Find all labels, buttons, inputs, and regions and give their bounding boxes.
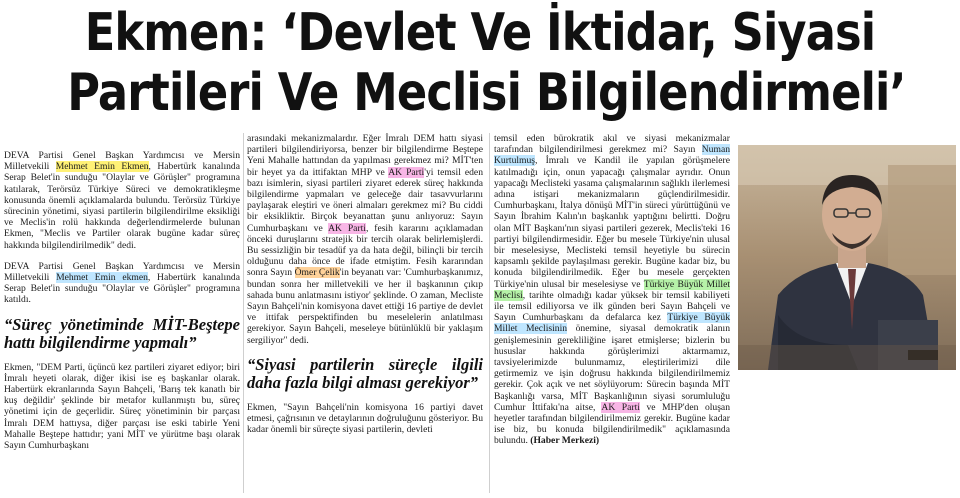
text-run: , Habertürk kanalında Serap Belet'in sunduğu "Olaylar ve Görüşler" programına katıldı. bbox=[4, 272, 240, 306]
text-run: 'yi temsil eden bazı isimlerin, siyasi partileri ziyaret ederek süreç hakkında bilgilendirme yapmaları ve geleceğe dair tasavvurlarını paylaşarak eleştiri ve öneri almaları gerekmez mi? Bu ciddi bir eksikliktir. Birçok beyanattan şunu anlıyoruz: Sayın Cumhurbaşkanı ve bbox=[247, 166, 483, 234]
subheading: “Siyasi partilerin süreçle ilgili daha fazla bilgi alması gerekiyor” bbox=[247, 354, 483, 392]
party-highlight: AK Parti bbox=[388, 166, 425, 178]
text-run: , Habertürk kanalında Serap Belet'in sunduğu "Olaylar ve Görüşler" programına katılarak, Terörsüz Türkiye Süreci ve demokratikleşme konusunda önemli açıklamalarda bulundu. Terörsüz Türkiye sürecinin yönetimi, siyasi partilerin bilgilendirilme eksikliği ve Meclis'in rolü hakkında değerlendirmelerde bulunan Ekmen, "Meclis ve Partiler olarak bugüne kadar süreç hakkında bilgilendirilmedik" dedi. bbox=[4, 161, 240, 251]
text-run: arasındaki mekanizmalardır. Eğer İmralı DEM hattı siyasi partileri bilgilendiriyorsa, benzer bir bilgilendirme Beştepe Yeni Mahalle hattından da yapılması gerekmez mi? MİT'ten bir heyet ya da ittifaktan MHP ve bbox=[247, 133, 483, 178]
name-highlight: Ömer Çelik bbox=[294, 267, 340, 279]
name-highlight: Mehmet Emin Ekmen bbox=[55, 161, 149, 173]
name-highlight: Numan Kurtulmuş bbox=[494, 144, 730, 167]
text-run: önemine, siyasal demokratik alanın genişlemesinin gerekliliğine işaret etmişlerse; bizlerin bu hususlar hakkında görüşlerimizi aktarmamız, tavsiyelerimizde bulunmamız, eleştirilerimizi dile getirmemiz ve işin doğrusu hakkında bilgilendirilmemiz gerekir. Çok açık ve net söylüyorum: Sürecin başında MİT Başkanlığı varsa, MİT Başkanlığının siyasi sorumluluğu Cumhur İttifakı'na aitse, bbox=[494, 323, 730, 413]
institution-highlight: Türkiye Büyük Millet Meclisi bbox=[494, 278, 730, 301]
text-run: temsil eden bürokratik akıl ve siyasi mekanizmalar tarafından bilgilendirilmesi gerekmez mi? Sayın bbox=[494, 133, 730, 156]
text-run: DEVA Partisi Genel Başkan Yardımcısı ve Mersin Milletvekili bbox=[4, 150, 240, 173]
headline bbox=[0, 0, 960, 128]
byline: (Haber Merkezi) bbox=[530, 435, 600, 447]
text-run: DEVA Partisi Genel Başkan Yardımcısı ve Mersin Milletvekili bbox=[4, 260, 240, 284]
name-highlight: Mehmet Emin ekmen bbox=[56, 272, 148, 284]
portrait-photo bbox=[738, 145, 956, 370]
paragraph bbox=[494, 133, 730, 447]
article-column-3 bbox=[494, 133, 730, 457]
party-highlight: AK Parti bbox=[328, 222, 366, 234]
portrait-illustration bbox=[738, 145, 956, 370]
paragraph bbox=[247, 133, 483, 346]
text-run: , İmralı ve Kandil ile yapılan görüşmelere katılmadığı için, onun yapacağı çalışmalar ayrıdır. Onun yapacağı Meclisteki yasama çalışmalarının sağlıklı ilerlemesi adına istişari mekanizmaların güçlendirilmesidir. Cumhurbaşkanı, İtalya dönüşü MİT'in süreci yürüttüğünü ve Sayın İbrahim Kalın'ın başkanlık yaptığını belirtti. Doğru olan MİT Başkanı'nın siyasi partileri gezerek, Meclis'teki 16 partiyi bilgilendirmesidir. Eğer bu mesele Türkiye'nin ulusal bir meselesiyse, Meclisteki temsil heyetiyle bu sürecin kapsamlı şekilde paylaşılması gerekir. Bugüne kadar biz, bu konuda bilgilendirilmedik. Eğer bu mesele gerçekten Türkiye'nin ulusal bir meselesiyse ve bbox=[494, 155, 730, 290]
headline-line-2: Partileri Ve Meclisi Bilgilendirmeli’ bbox=[67, 63, 906, 123]
paragraph: Ekmen, "DEM Parti, üçüncü kez partileri ziyaret ediyor; biri İmralı heyeti olarak, diğer ikisi ise eş başkanlar olarak. Habertürk ekranlarında Sayın Bahçeli, 'Barış tek kanatlı bir kuş değildir' şeklinde bir metafor kullanmıştı bu, süreç yönetimi için de geçerlidir. Süreç yönetiminin bir parçası İmralı DEM hattıysa, diğer parçası ise eski tabirle Yeni Mahalle Beştepe hattıdır; yani MİT ve yürütme başı olarak Sayın Cumhurbaşkanı bbox=[4, 361, 240, 452]
text-run: 'in beyanatı var: 'Cumhurbaşkanımız, bundan sonra her milletvekili ve her il başkanının çıkıp sahada bunu anlatmasını istiyor' şeklinde. O zaman, Mecliste Sayın Bahçeli'nin komisyona davet ettiği 16 partiye de devlet ve ittifak perspektifinden bu meselelerin anlatılması gerekiyor. Sayın Bahçeli, meseleye bütünlüklü bir yaklaşım sergiliyor" dedi. bbox=[247, 267, 483, 346]
column-divider bbox=[489, 133, 490, 493]
column-divider bbox=[243, 133, 244, 493]
institution-highlight: Türkiye Büyük Millet Meclisinin bbox=[494, 312, 730, 335]
article-column-1 bbox=[4, 150, 240, 461]
article-column-2 bbox=[247, 133, 483, 445]
text-run: ve MHP'den oluşan heyetler tarafından bilgilendirilmemiz gerekir. Bugüne kadar ise biz, bu konuda bilgilendirilmedik" açıklamasında bulundu. bbox=[494, 401, 730, 447]
subheading: “Süreç yönetiminde MİT-Beştepe hattı bilgilendirme yapmalı” bbox=[4, 314, 240, 352]
paragraph bbox=[4, 150, 240, 251]
text-run: , tarihte olmadığı kadar yüksek bir temsil kabiliyeti ile temsil ediliyorsa ve ilk günden beri Sayın Bahçeli ve Sayın Cumhurbaşkanı da defalarca kez bbox=[494, 289, 730, 324]
headline-line-1: Ekmen: ‘Devlet Ve İktidar, Siyasi bbox=[84, 3, 876, 63]
paragraph: Ekmen, "Sayın Bahçeli'nin komisyona 16 partiyi davet etmesi, çağrısının ve detaylarının doğruluğunu gösteriyor. Bu kadar önemli bir süreçte siyasi partilerin, devleti bbox=[247, 401, 483, 436]
text-run: , fesih kararını açıklamadan önceki duruşlarını stratejik bir tercih olarak belirlemişlerdi. Bu sessizliğin bir tesadüf ya da hata değil, bilinçli bir tercih olduğunu daha önce de ifade etmiştim. Fesih kararından sonra Sayın bbox=[247, 222, 483, 279]
paragraph bbox=[4, 261, 240, 306]
party-highlight: AK Parti bbox=[601, 401, 640, 413]
